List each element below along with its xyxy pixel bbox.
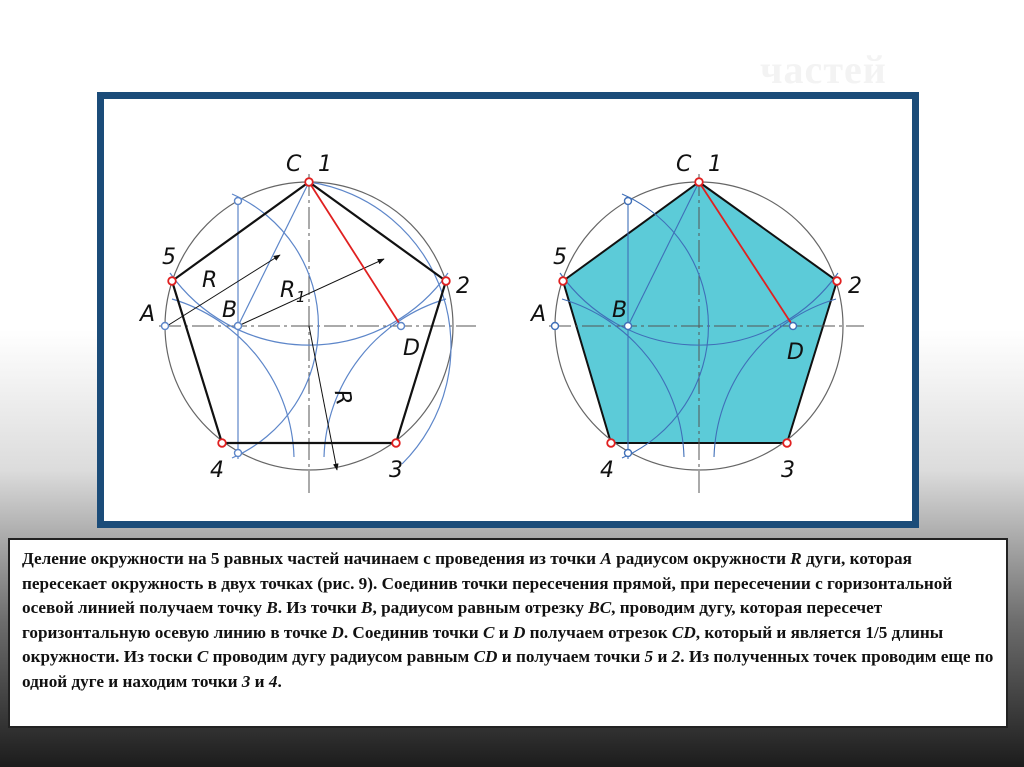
desc-var-cd: CD <box>473 647 498 666</box>
pentagon-construction-figure <box>104 99 912 521</box>
left-label-d: D <box>403 336 420 361</box>
right-point-d <box>790 323 797 330</box>
left-point-top-b <box>235 198 242 205</box>
figure-frame <box>97 92 919 528</box>
desc-var-a: A <box>600 549 612 568</box>
desc-part: . Соединив точки <box>343 622 483 642</box>
right-label-5: 5 <box>553 245 567 270</box>
desc-var-d: D <box>512 622 526 642</box>
desc-var-5: 5 <box>644 647 654 666</box>
desc-part: , проводим дугу, которая пересечет горизонтальную осевую линию в точке <box>22 598 883 642</box>
left-label-r1: R <box>280 278 296 303</box>
desc-part: и <box>653 647 672 666</box>
right-point-c <box>695 178 703 186</box>
left-segment-cd <box>309 182 401 326</box>
right-label-a: A <box>531 302 547 327</box>
left-point-3 <box>392 439 400 447</box>
left-label-c: C <box>286 152 302 177</box>
description-text-box <box>8 538 1008 728</box>
right-label-1: 1 <box>708 152 722 177</box>
desc-part: дуги, которая пересекает окружность в двух точках (рис. 9). Соединив точки пересечения прямой, при пересечении с горизонтальной осевой линией получаем точку <box>22 549 953 617</box>
right-label-4: 4 <box>600 458 614 483</box>
desc-part: и <box>494 622 513 642</box>
right-point-bottom-b <box>625 450 632 457</box>
left-point-5 <box>168 277 176 285</box>
right-point-2 <box>833 277 841 285</box>
desc-var-2: 2 <box>671 647 681 666</box>
left-label-r-down: R <box>328 387 356 408</box>
right-label-2: 2 <box>848 274 862 299</box>
desc-part: Деление окружности на 5 равных частей начинаем с проведения из точки <box>22 549 601 568</box>
right-point-b <box>625 323 632 330</box>
left-radius-r1-line <box>238 259 384 326</box>
desc-part: , который и является 1/5 длины окружности. Из тоски <box>22 622 944 666</box>
desc-var-r: R <box>790 549 802 568</box>
left-label-2: 2 <box>456 274 470 299</box>
right-pentagon-fill <box>563 182 837 443</box>
desc-var-c: C <box>482 622 495 642</box>
left-label-b: B <box>222 298 238 323</box>
right-point-top-b <box>625 198 632 205</box>
left-label-1: 1 <box>318 152 332 177</box>
left-arc-from-2 <box>324 299 446 457</box>
desc-var-bc: BC <box>588 598 612 617</box>
left-arc-from-b <box>309 182 451 464</box>
right-diagram <box>529 152 864 494</box>
left-point-4 <box>218 439 226 447</box>
left-label-r1-sub: 1 <box>296 288 306 306</box>
right-point-3 <box>783 439 791 447</box>
desc-part: проводим дугу радиусом равным <box>208 647 474 666</box>
right-point-a <box>552 323 559 330</box>
desc-var-c: C <box>196 647 209 666</box>
left-label-3: 3 <box>389 458 403 483</box>
left-point-c <box>305 178 313 186</box>
right-point-5 <box>559 277 567 285</box>
desc-part: получаем отрезок <box>525 622 672 642</box>
desc-part: , радиусом равным отрезку <box>372 598 589 617</box>
left-diagram <box>138 152 476 494</box>
right-label-b: B <box>612 298 628 323</box>
desc-part: радиусом окружности <box>611 549 791 568</box>
desc-part: . <box>277 671 282 691</box>
right-label-d: D <box>787 340 804 365</box>
desc-var-b: B <box>266 598 278 617</box>
left-point-d <box>398 323 405 330</box>
left-label-4: 4 <box>210 458 224 483</box>
right-label-3: 3 <box>781 458 795 483</box>
desc-part: и получаем точки <box>497 647 645 666</box>
desc-var-3: 3 <box>241 671 251 691</box>
left-point-b <box>235 323 242 330</box>
left-label-r: R <box>202 268 218 293</box>
left-point-a <box>162 323 169 330</box>
desc-var-d: D <box>331 622 344 642</box>
desc-var-b: B <box>361 598 373 617</box>
desc-part: . Из полученных точек проводим еще по одной дуге и находим точки <box>22 647 994 691</box>
left-label-5: 5 <box>162 245 176 270</box>
left-label-a: A <box>140 302 156 327</box>
left-point-bottom-b <box>235 450 242 457</box>
right-point-4 <box>607 439 615 447</box>
slide-title-fragment: частей <box>760 47 887 92</box>
right-label-c: C <box>676 152 692 177</box>
desc-var-cd: CD <box>671 622 696 642</box>
desc-part: и <box>250 671 269 691</box>
desc-part: . Из точки <box>277 598 362 617</box>
desc-var-4: 4 <box>268 671 278 691</box>
left-point-2 <box>442 277 450 285</box>
